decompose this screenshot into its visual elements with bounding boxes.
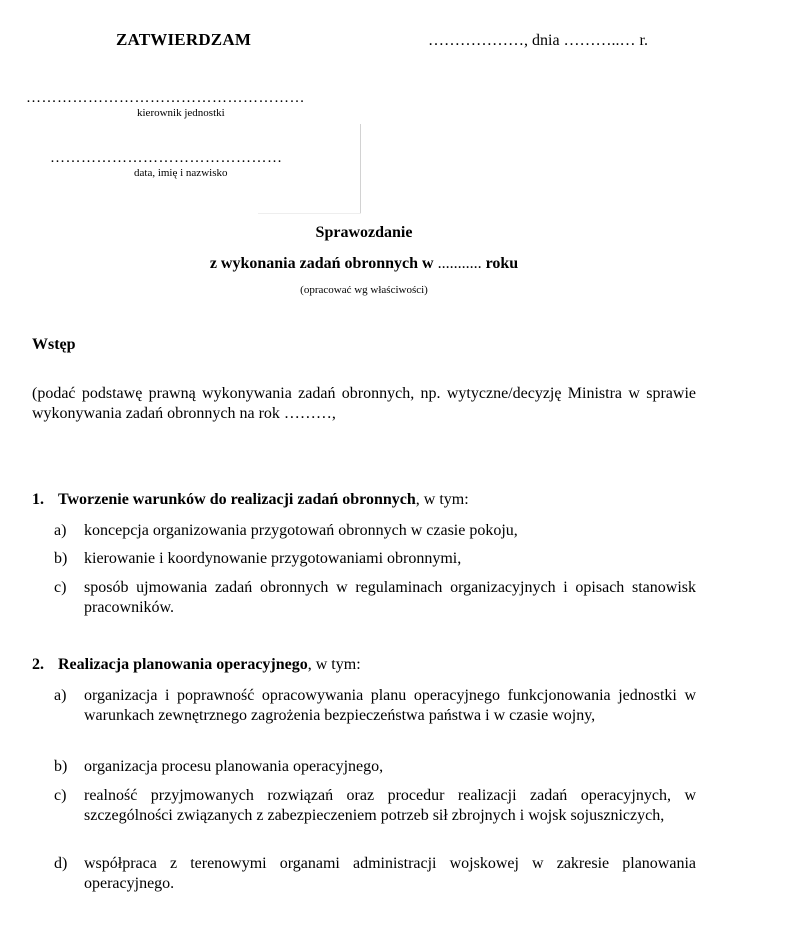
section-title-bold: Tworzenie warunków do realizacji zadań obronnych [58,491,416,508]
list-item-text: współpraca z terenowymi organami administracji wojskowej w zakresie planowania operacyjnego. [84,855,696,892]
signature-box-divider [360,124,361,214]
list-item-letter: c) [54,787,67,804]
list-item-letter: d) [54,855,68,872]
signature-line-head: ……………………………………………… [26,90,305,106]
signature-caption-date-name: data, imię i nazwisko [134,167,228,179]
section-number: 2. [32,656,44,673]
document-subtitle [0,255,728,273]
list-item-letter: b) [54,758,68,775]
section-number: 1. [32,491,44,508]
intro-heading: Wstęp [32,336,76,353]
list-item [54,549,696,569]
list-item-letter: a) [54,687,67,704]
list-item-text: organizacja procesu planowania operacyjnego, [84,758,384,775]
list-item-letter: b) [54,550,68,567]
section-title [58,491,469,509]
list-item [54,521,696,541]
list-item [54,757,696,777]
list-item [54,578,696,618]
section-title-tail: , w tym: [307,656,361,673]
list-item-letter: a) [54,522,67,539]
place-date-line: ………………, dnia ………..… r. [428,32,648,49]
signature-line-date-name: ……………………………………… [50,150,283,166]
section-title-tail: , w tym: [415,491,469,508]
list-item [54,854,696,894]
section-title [58,656,361,674]
subtitle-part-1: z wykonania zadań obronnych w [209,255,434,272]
signature-box-bottom-line [258,213,361,214]
list-item-text: realność przyjmowanych rozwiązań oraz procedur realizacji zadań operacyjnych, w szczególności związanych z zabezpieczeniem potrzeb sił zbrojnych i wojsk sojuszniczych, [84,787,696,824]
subtitle-note: (opracować wg właściwości) [300,284,428,296]
list-item-letter: c) [54,579,67,596]
list-item-text: sposób ujmowania zadań obronnych w regulaminach organizacyjnych i opisach stanowisk pracowników. [84,579,696,616]
subtitle-part-2: roku [485,255,519,272]
list-item [54,686,696,726]
list-item-text: koncepcja organizowania przygotowań obronnych w czasie pokoju, [84,522,518,539]
signature-caption-head: kierownik jednostki [137,107,225,119]
subtitle-year-placeholder: ........... [433,255,486,272]
intro-text: (podać podstawę prawną wykonywania zadań obronnych, np. wytyczne/decyzję Ministra w sprawie wykonywania zadań obronnych na rok ………, [32,385,696,422]
list-item-text: organizacja i poprawność opracowywania planu operacyjnego funkcjonowania jednostki w warunkach zewnętrznego zagrożenia bezpieczeństwa państwa i w czasie wojny, [84,687,696,724]
approval-heading: ZATWIERDZAM [116,30,252,49]
section-title-bold: Realizacja planowania operacyjnego [58,656,308,673]
list-item [54,786,696,826]
list-item-text: kierowanie i koordynowanie przygotowaniami obronnymi, [84,550,462,567]
document-title: Sprawozdanie [315,224,413,241]
